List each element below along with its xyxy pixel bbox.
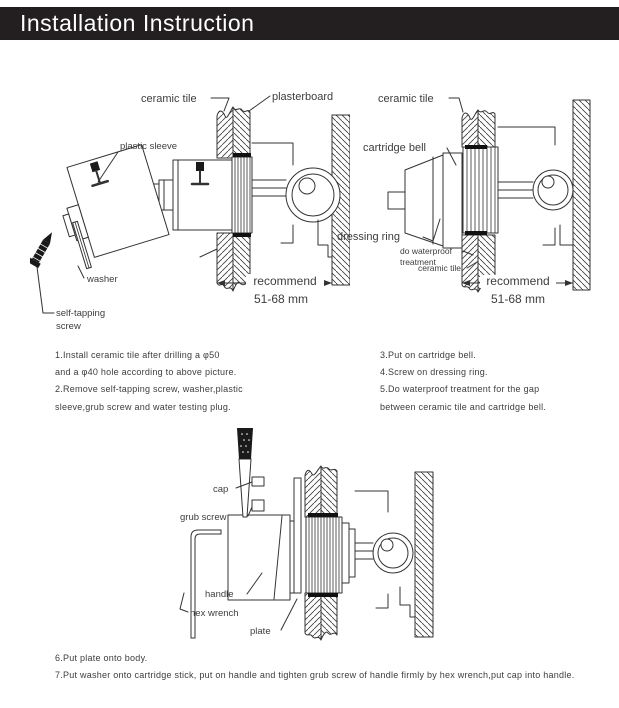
steps-left-block xyxy=(55,347,243,416)
cap-shape xyxy=(252,477,264,486)
cartridge-stub xyxy=(388,192,405,209)
label-dimension: 51-68 mm xyxy=(253,292,309,306)
label-ceramic-tile: ceramic tile xyxy=(378,93,434,105)
wall-ceramic-upper xyxy=(217,107,233,158)
step-line: 6.Put plate onto body. xyxy=(55,653,148,663)
step-line: sleeve,grub screw and water testing plug. xyxy=(55,401,231,412)
back-wall xyxy=(573,100,590,290)
label-plasterboard: plasterboard xyxy=(272,91,334,103)
page-title: Installation Instruction xyxy=(20,10,255,36)
plastic-sleeve-shape xyxy=(50,145,169,263)
label-cap: cap xyxy=(213,484,229,495)
thread-section xyxy=(463,147,498,233)
label-self-tapping-1: self-tapping xyxy=(56,308,106,319)
wall-plaster-upper xyxy=(233,107,250,158)
step-line: 5.Do waterproof treatment for the gap xyxy=(380,384,540,395)
label-recommend: recommend xyxy=(253,274,317,288)
steps-right-block xyxy=(380,347,546,416)
label-cartridge-bell: cartridge bell xyxy=(363,142,426,154)
label-handle: handle xyxy=(205,589,234,600)
diagram-wall-drilling xyxy=(30,85,350,335)
label-ceramic-tile-small: ceramic tile xyxy=(418,263,461,273)
step-line: 1.Install ceramic tile after drilling a φ50 xyxy=(55,350,220,360)
step-line: 2.Remove self-tapping screw, washer,plastic xyxy=(55,384,243,395)
plate-shape xyxy=(294,478,301,593)
diagram-cartridge-bell xyxy=(330,85,619,320)
label-self-tapping-2: screw xyxy=(56,321,81,332)
header-bar xyxy=(0,7,619,40)
diagram-handle-assembly xyxy=(110,425,470,653)
step-line: between ceramic tile and cartridge bell. xyxy=(380,401,547,412)
label-waterproof-2: treatment xyxy=(400,257,436,267)
cartridge-bell-shape xyxy=(443,153,462,248)
step-line: 3.Put on cartridge bell. xyxy=(380,350,477,360)
label-grub-screw: grub screw xyxy=(180,512,227,523)
self-tapping-screw-shape xyxy=(30,229,57,268)
step-line: and a φ40 hole according to above picture. xyxy=(55,367,237,378)
lever-grip xyxy=(237,428,253,459)
label-plastic-sleeve: plastic sleeve xyxy=(120,141,178,152)
label-dressing-ring: dressing ring xyxy=(337,231,400,243)
label-plate: plate xyxy=(250,626,271,637)
label-ceramic-tile: ceramic tile xyxy=(141,93,197,105)
step-line: 4.Screw on dressing ring. xyxy=(380,367,488,378)
back-wall xyxy=(415,472,433,637)
label-washer: washer xyxy=(87,274,118,285)
steps-bottom-block xyxy=(55,650,575,684)
label-dimension: 51-68 mm xyxy=(490,292,546,306)
grub-screw-shape xyxy=(252,500,264,511)
step-line: 7.Put washer onto cartridge stick, put on handle and tighten grub screw of handle firmly by hex wrench,put cap into handle. xyxy=(55,670,575,681)
label-recommend: recommend xyxy=(486,274,550,288)
lever-stem xyxy=(239,459,251,517)
label-waterproof-1: do waterproof xyxy=(400,246,452,256)
label-hex-wrench: hex wrench xyxy=(190,608,239,619)
test-plug-icon xyxy=(196,162,204,171)
